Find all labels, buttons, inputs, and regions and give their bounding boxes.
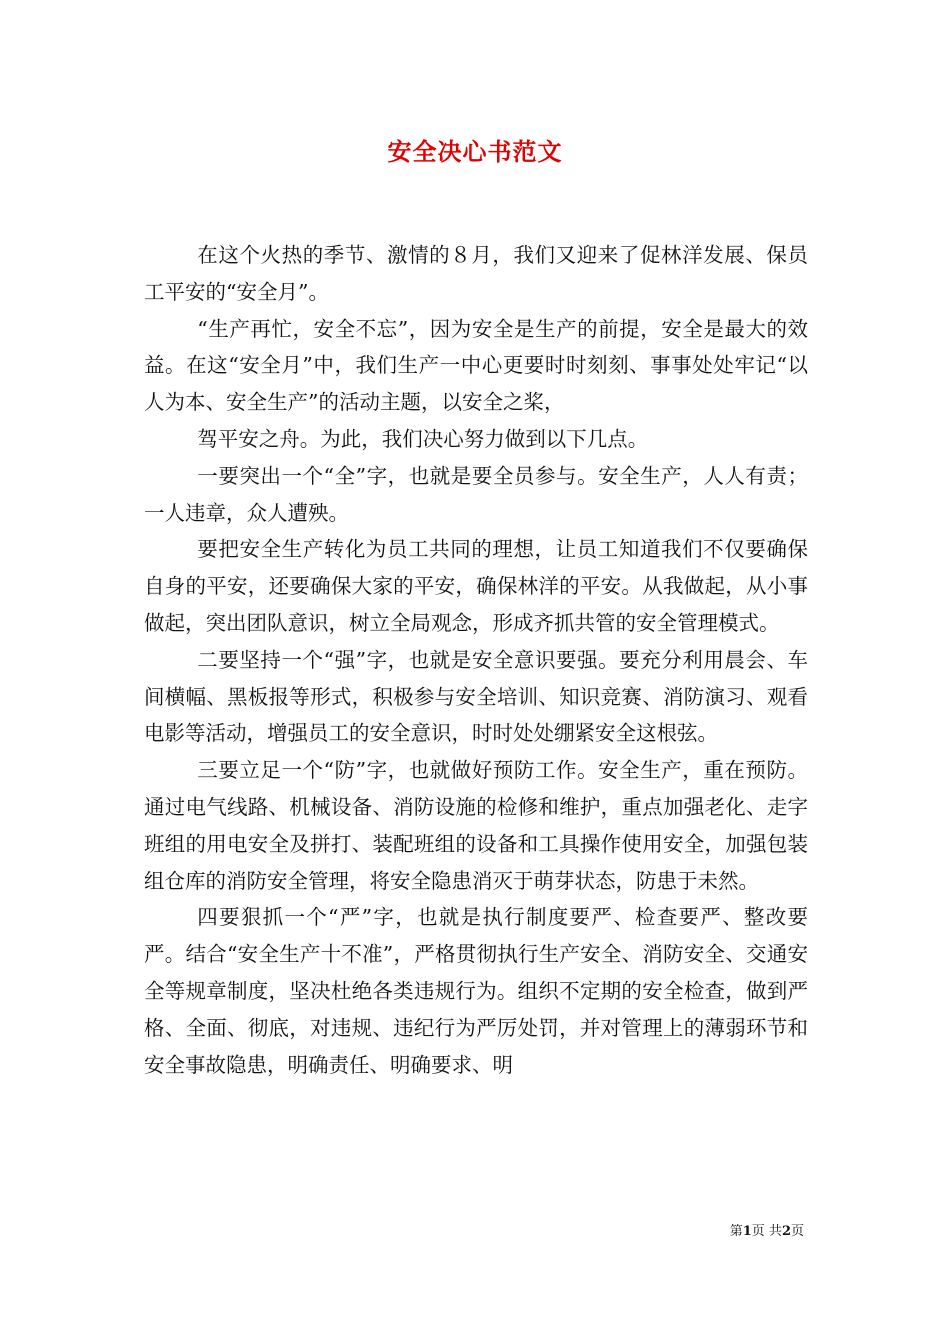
footer-suffix: 页: [790, 1224, 804, 1239]
paragraph: 要把安全生产转化为员工共同的理想，让员工知道我们不仅要确保自身的平安，还要确保大家的平安，确保林洋的平安。从我做起，从小事做起，突出团队意识，树立全局观念，形成齐抓共管的安全管理模式。: [144, 537, 808, 635]
paragraph: “生产再忙，安全不忘”，因为安全是生产的前提，安全是最大的效益。在这“安全月”中，我们生产一中心更要时时刻刻、事事处处牢记“以人为本、安全生产”的活动主题，以安全之桨，: [144, 316, 808, 415]
total-pages-number: 2: [781, 1224, 791, 1239]
footer-middle: 页 共: [751, 1224, 782, 1239]
current-page-number: 1: [742, 1224, 752, 1239]
paragraph: 四要狠抓一个“严”字，也就是执行制度要严、检查要严、整改要严。结合“安全生产十不准”，严格贯彻执行生产安全、消防安全、交通安全等规章制度，坚决杜绝各类违规行为。组织不定期的安全检查，做到严格、全面、彻底，对违规、违纪行为严厉处罚，并对管理上的薄弱环节和安全事故隐患，明确责任、明确要求、明: [144, 905, 808, 1077]
paragraph: 三要立足一个“防”字，也就做好预防工作。安全生产，重在预防。通过电气线路、机械设备、消防设施的检修和维护，重点加强老化、走字班组的用电安全及拼打、装配班组的设备和工具操作使用安全，加强包装组仓库的消防安全管理，将安全隐患消灭于萌芽状态，防患于未然。: [144, 758, 808, 893]
paragraph: 驾平安之舟。为此，我们决心努力做到以下几点。: [197, 426, 649, 451]
page-number-footer: [730, 1220, 804, 1239]
footer-prefix: 第: [729, 1224, 743, 1239]
paragraph: 二要坚持一个“强”字，也就是安全意识要强。要充分利用晨会、车间横幅、黑板报等形式，积极参与安全培训、知识竞赛、消防演习、观看电影等活动，增强员工的安全意识，时时处处绷紧安全这根弦。: [144, 647, 808, 746]
document-body: [144, 237, 808, 1083]
paragraph: 一要突出一个“全”字，也就是要全员参与。安全生产，人人有责；一人违章，众人遭殃。: [144, 463, 808, 525]
document-title: 安全决心书范文: [387, 137, 563, 166]
paragraph: 在这个火热的季节、激情的８月，我们又迎来了促林洋发展、保员工平安的“安全月”。: [144, 243, 808, 304]
